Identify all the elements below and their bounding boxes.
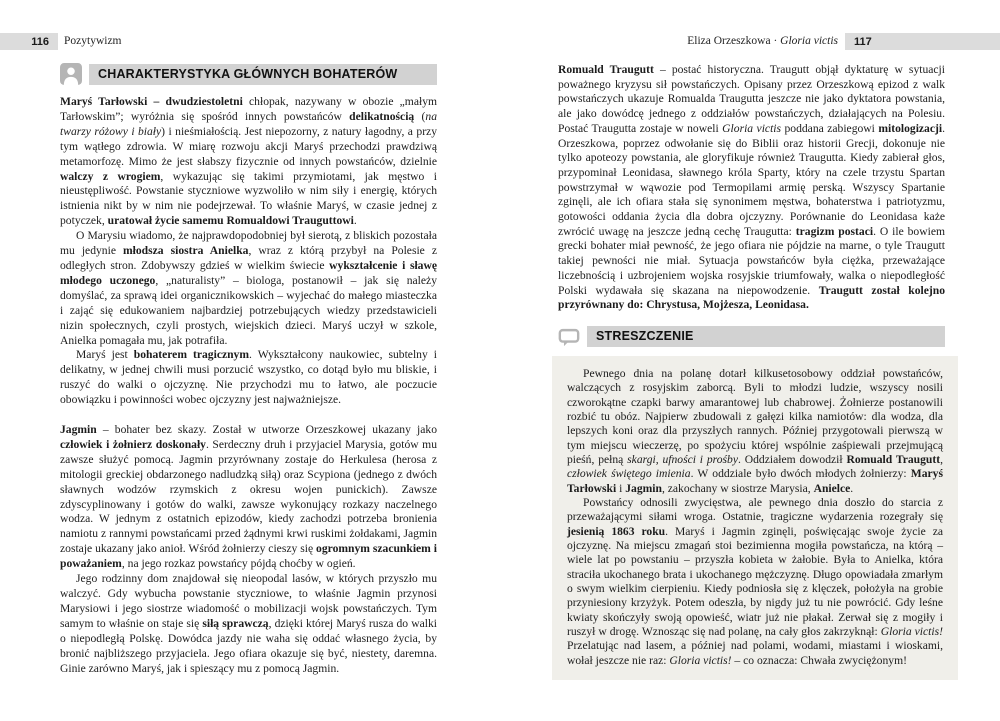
left-page-number: 116 (31, 35, 49, 48)
summary-section-header (558, 326, 945, 348)
paragraph: Maryś jest bohaterem tragicznym. Wykształcony naukowiec, subtelny i delikatny, w jednej chwili musi porzucić wszystko, co dotąd było mu bliskie, i ruszyć do walki o ojczyznę. Nie przychodzi mu to łatwo, ale poczucie obowiązku i powinności wobec ojczyzny jest najważniejsze. (60, 348, 437, 407)
speech-bubble-icon (558, 326, 580, 348)
running-head-work-title: Gloria victis (780, 35, 838, 47)
right-page-column (552, 63, 958, 680)
section-title: STRESZCZENIE (587, 326, 945, 347)
left-page-number-bar (0, 33, 58, 50)
running-head-author: Eliza Orzeszkowa (687, 35, 771, 47)
paragraph: Jagmin – bohater bez skazy. Został w utworze Orzeszkowej ukazany jako człowiek i żołnierz doskonały. Serdeczny druh i przyjaciel Marysia, gotów mu zawsze służyć pomocą. Jagmin przyrównany zostaje do Herkulesa (herosa z mitologii greckiej obdarzonego nadludzką siłą) oraz Scypiona (jednego z dwóch sławnych wodzów rzymskich z okresu wojen punickich). Zawsze zdyscyplinowany i gotów do walki, zawsze wykonujący rozkazy naczelnego wodza. W jednym z ostatnich epizodów, kiedy zachodzi potrzeba bronienia namiotu z rannymi powstańcami przed żądnymi krwi ruskimi żołdakami, Jagmin zostaje ukazany jako anioł. Wśród żołnierzy cieszy się ogromnym szacunkiem i poważaniem, na jego rozkaz powstańcy pójdą choćby w ogień. (60, 423, 437, 571)
paragraph: Maryś Tarłowski – dwudziestoletni chłopak, nazywany w obozie „małym Tarłowskim”; wyróżnia się spośród innych powstańców delikatnością (na twarzy różowy i biały) i nieśmiałością. Jest niepozorny, z natury łagodny, a przy tym wątłego zdrowia. W miarę rozwoju akcji Maryś przechodzi prawdziwą metamorfozę. Mimo że jest słabszy fizycznie od innych powstańców, dzielnie walczy z wrogiem, wykazując się takimi przymiotami, jak męstwo i nieustępliwość. Powstanie styczniowe wyzwoliło w nim siły i energię, których istnienia nikt by w nim nie podejrzewał. To właśnie Maryś, w czasie jednej z potyczek, uratował życie samemu Romualdowi Trauguttowi. (60, 95, 438, 228)
left-running-head: Pozytywizm (64, 35, 122, 47)
left-page-column (60, 63, 437, 676)
paragraph: Jego rodzinny dom znajdował się nieopodal lasów, w których przyszło mu walczyć. Gdy wybucha powstanie styczniowe, to właśnie Jagmin przynosi Marysiowi i jego siostrze wiadomość o mobilizacji wojsk powstańczych. Tym samym to właśnie on staje się siłą sprawczą, dzięki której Maryś rusza do walki o niepodległą Polskę. Dowódca jazdy nie waha się oddać własnego życia, by bronić najbliższego przyjaciela. Jego ofiara okazuje się być, niestety, daremna. Ginie zarówno Maryś, jak i spieszący mu z pomocą Jagmin. (60, 572, 437, 675)
section-title: CHARAKTERYSTYKA GŁÓWNYCH BOHATERÓW (89, 64, 437, 85)
paragraph: Romuald Traugutt – postać historyczna. Traugutt objął dyktaturę w sytuacji poważnego kryzysu sił powstańczych. Opisany przez Orzeszkową epizod z walk powstańczych ukazuje Romualda Traugutta jeszcze nie jako dyktatora powstania, ale jako dowódcę jednego z oddziałów powstańczych, działających na Polesiu. Postać Traugutta zostaje w noweli Gloria victis poddana zabiegowi mitologizacji. Orzeszkowa, poprzez odwołanie się do Biblii oraz historii Grecji, dokonuje nie tylko apoteozy powstania, ale gloryfikuje również Traugutta. Kiedy zabierał głos, przypominał Leonidasa, sławnego króla Sparty, który na czele trzystu Spartan powstrzymał w wąwozie pod Termopilami armię perską. Wszyscy Spartanie zginęli, ale ich ofiara stała się synonimem męstwa, bohaterstwa i patriotyzmu, gotowości oddania życia dla dobra ojczyzny. Porównanie do Leonidasa każe zwrócić uwagę na jeszcze jedną cechę Traugutta: tragizm postaci. O ile bowiem grecki bohater miał pewność, że jego ofiara nie pójdzie na marne, o tyle Traugutt takiej pewności nie miał. Sytuacja powstańców była ciężka, przeważające liczebnością i uzbrojeniem wojska rosyjskie triumfowały, walka o niepodległość Polski wydawała się skazana na niepowodzenie. Traugutt został kolejno przyrównany do: Chrystusa, Mojżesza, Leonidasa. (558, 63, 945, 312)
right-page-number: 117 (854, 35, 872, 48)
paragraph: O Marysiu wiadomo, że najprawdopodobniej był sierotą, z bliskich pozostała mu jedynie młodsza siostra Anielka, wraz z którą przybył na Polesie z odległych stron. Zdobywszy gdzieś w wielkim świecie wykształcenie i sławę młodego uczonego, „naturalisty” – biologa, postanowił – jak się należy domyślać, za sprawą idei organicznikowskich – wyjechać do małego miasteczka i zająć się edukowaniem najbardziej potrzebujących wiedzy przedstawicieli nizin społecznych, czyli prostych, wiejskich dzieci. Maryś uczył w szkole, Anielka pomagała mu, jak potrafiła. (60, 229, 437, 347)
right-running-head (687, 35, 838, 47)
characters-section-header (60, 63, 437, 85)
traugutt-text (558, 63, 945, 313)
characters-text (60, 95, 437, 676)
running-head-separator: · (770, 35, 781, 47)
summary-box (552, 356, 958, 680)
paragraph: Pewnego dnia na polanę dotarł kilkusetosobowy oddział powstańców, walczących z rosyjskim zaborcą. Byli to młodzi ludzie, wszyscy nosili czworokątne czapki barwy amarantowej lub chabrowej. Żołnierze postanowili rozbić tu obóz. Najpierw zbudowali z gałęzi kilka namiotów: dla wodza, dla lepszych koni oraz dla przyszłych rannych. Później przygotowali pierwszą w tym miejscu wieczerzę, po spożyciu której wspólnie zaśpiewali przejmującą pieśń, pełną skargi, ufności i prośby. Oddziałem dowodził Romuald Traugutt, człowiek świętego imienia. W oddziale było dwóch młodych żołnierzy: Maryś Tarłowski i Jagmin, zakochany w siostrze Marysia, Anielce. (567, 366, 943, 495)
right-page-number-bar (845, 33, 1000, 50)
paragraph: Powstańcy odnosili zwycięstwa, ale pewnego dnia doszło do starcia z przeważającymi siłami wroga. Ostatnie, tragiczne wydarzenia rozegrały się jesienią 1863 roku. Maryś i Jagmin zginęli, poświęcając swoje życie za ojczyznę. Na miejscu zmagań stoi bezimienna mogiła powstańcza, na którą – wiele lat po powstaniu – przyszła kobieta w żałobie. Była to Anielka, która straciła ukochanego brata i ukochanego mężczyznę. Długo opowiadała zmarłym o swym wielkim cierpieniu. Kiedy podniosła się z klęczek, położyła na grobie przyniesiony krzyżyk. Potem odeszła, by nigdy już tu nie powrócić. Gdy leśne kwiaty skończyły swoją opowieść, wiatr już nie płakał. Zerwał się z mogiły i ruszył w drogę. Wznosząc się nad polanę, na cały głos zakrzyknął: Gloria victis! Przelatując nad lasem, a później nad polami, wodami, miastami i wioskami, wołał jeszcze nie raz: Gloria victis! – co oznacza: Chwała zwyciężonym! (567, 496, 943, 667)
person-icon (60, 63, 82, 85)
summary-text (567, 367, 943, 668)
